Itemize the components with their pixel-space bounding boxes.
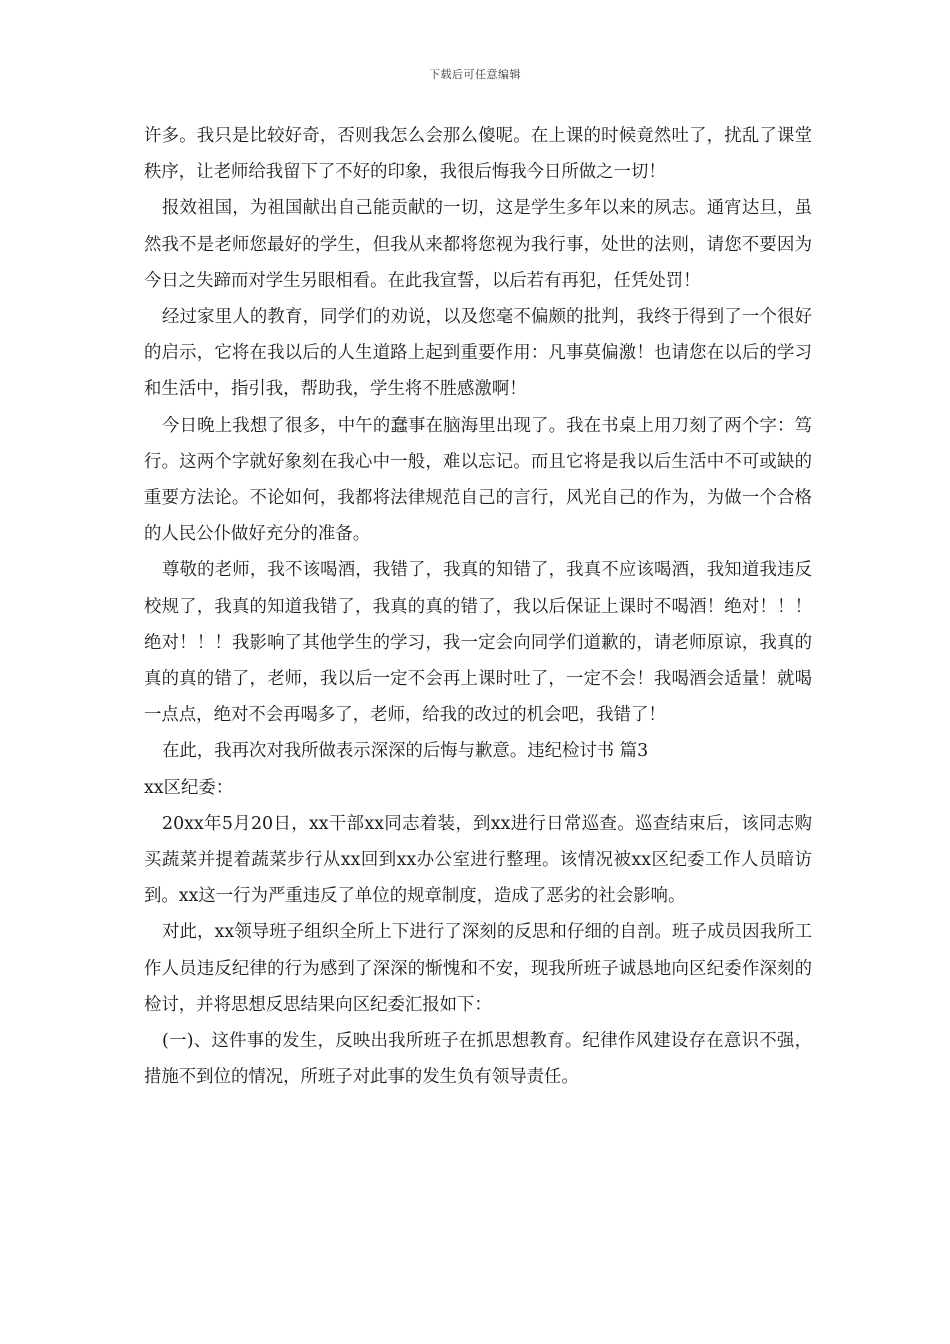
paragraph: 报效祖国，为祖国献出自己能贡献的一切，这是学生多年以来的夙志。通宵达旦，虽然我不是老师您最好的学生，但我从来都将您视为我行事，处世的法则，请您不要因为今日之失蹄而对学生另眼相看。在此我宣誓，以后若有再犯，任凭处罚！ [144, 198, 812, 291]
page-header: 下载后可任意编辑 [429, 68, 521, 81]
paragraph: xx区纪委： [144, 777, 234, 798]
paragraph: 尊敬的老师，我不该喝酒，我错了，我真的知错了，我真不应该喝酒，我知道我违反校规了，我真的知道我错了，我真的真的错了，我以后保证上课时不喝酒！绝对！！！绝对！！！我影响了其他学生的学习，我一定会向同学们道歉的，请老师原谅，我真的真的真的错了，老师，我以后一定不会再上课时吐了，一定不会！我喝酒会适量！就喝一点点，绝对不会再喝多了，老师，给我的改过的机会吧，我错了！ [144, 560, 812, 726]
paragraph: 在此，我再次对我所做表示深深的后悔与歉意。违纪检讨书 篇3 [162, 741, 649, 762]
paragraph: 许多。我只是比较好奇，否则我怎么会那么傻呢。在上课的时候竟然吐了，扰乱了课堂秩序，让老师给我留下了不好的印象，我很后悔我今日所做之一切！ [144, 126, 812, 183]
paragraph: (一)、这件事的发生，反映出我所班子在抓思想教育。纪律作风建设存在意识不强，措施不到位的情况，所班子对此事的发生负有领导责任。 [144, 1031, 812, 1088]
paragraph: 20xx年5月20日，xx干部xx同志着装，到xx进行日常巡查。巡查结束后，该同志购买蔬菜并提着蔬菜步行从xx回到xx办公室进行整理。该情况被xx区纪委工作人员暗访到。xx这一行为严重违反了单位的规章制度，造成了恶劣的社会影响。 [144, 813, 812, 907]
document-body [144, 118, 812, 1095]
paragraph: 对此，xx领导班子组织全所上下进行了深刻的反思和仔细的自剖。班子成员因我所工作人员违反纪律的行为感到了深深的惭愧和不安，现我所班子诚恳地向区纪委作深刻的检讨，并将思想反思结果向区纪委汇报如下： [144, 922, 812, 1015]
paragraph: 今日晚上我想了很多，中午的蠢事在脑海里出现了。我在书桌上用刀刻了两个字：笃行。这两个字就好象刻在我心中一般，难以忘记。而且它将是我以后生活中不可或缺的重要方法论。不论如何，我都将法律规范自己的言行，风光自己的作为，为做一个合格的人民公仆做好充分的准备。 [144, 415, 812, 545]
paragraph: 经过家里人的教育，同学们的劝说，以及您毫不偏颇的批判，我终于得到了一个很好的启示，它将在我以后的人生道路上起到重要作用：凡事莫偏激！也请您在以后的学习和生活中，指引我，帮助我，学生将不胜感激啊！ [144, 307, 812, 400]
